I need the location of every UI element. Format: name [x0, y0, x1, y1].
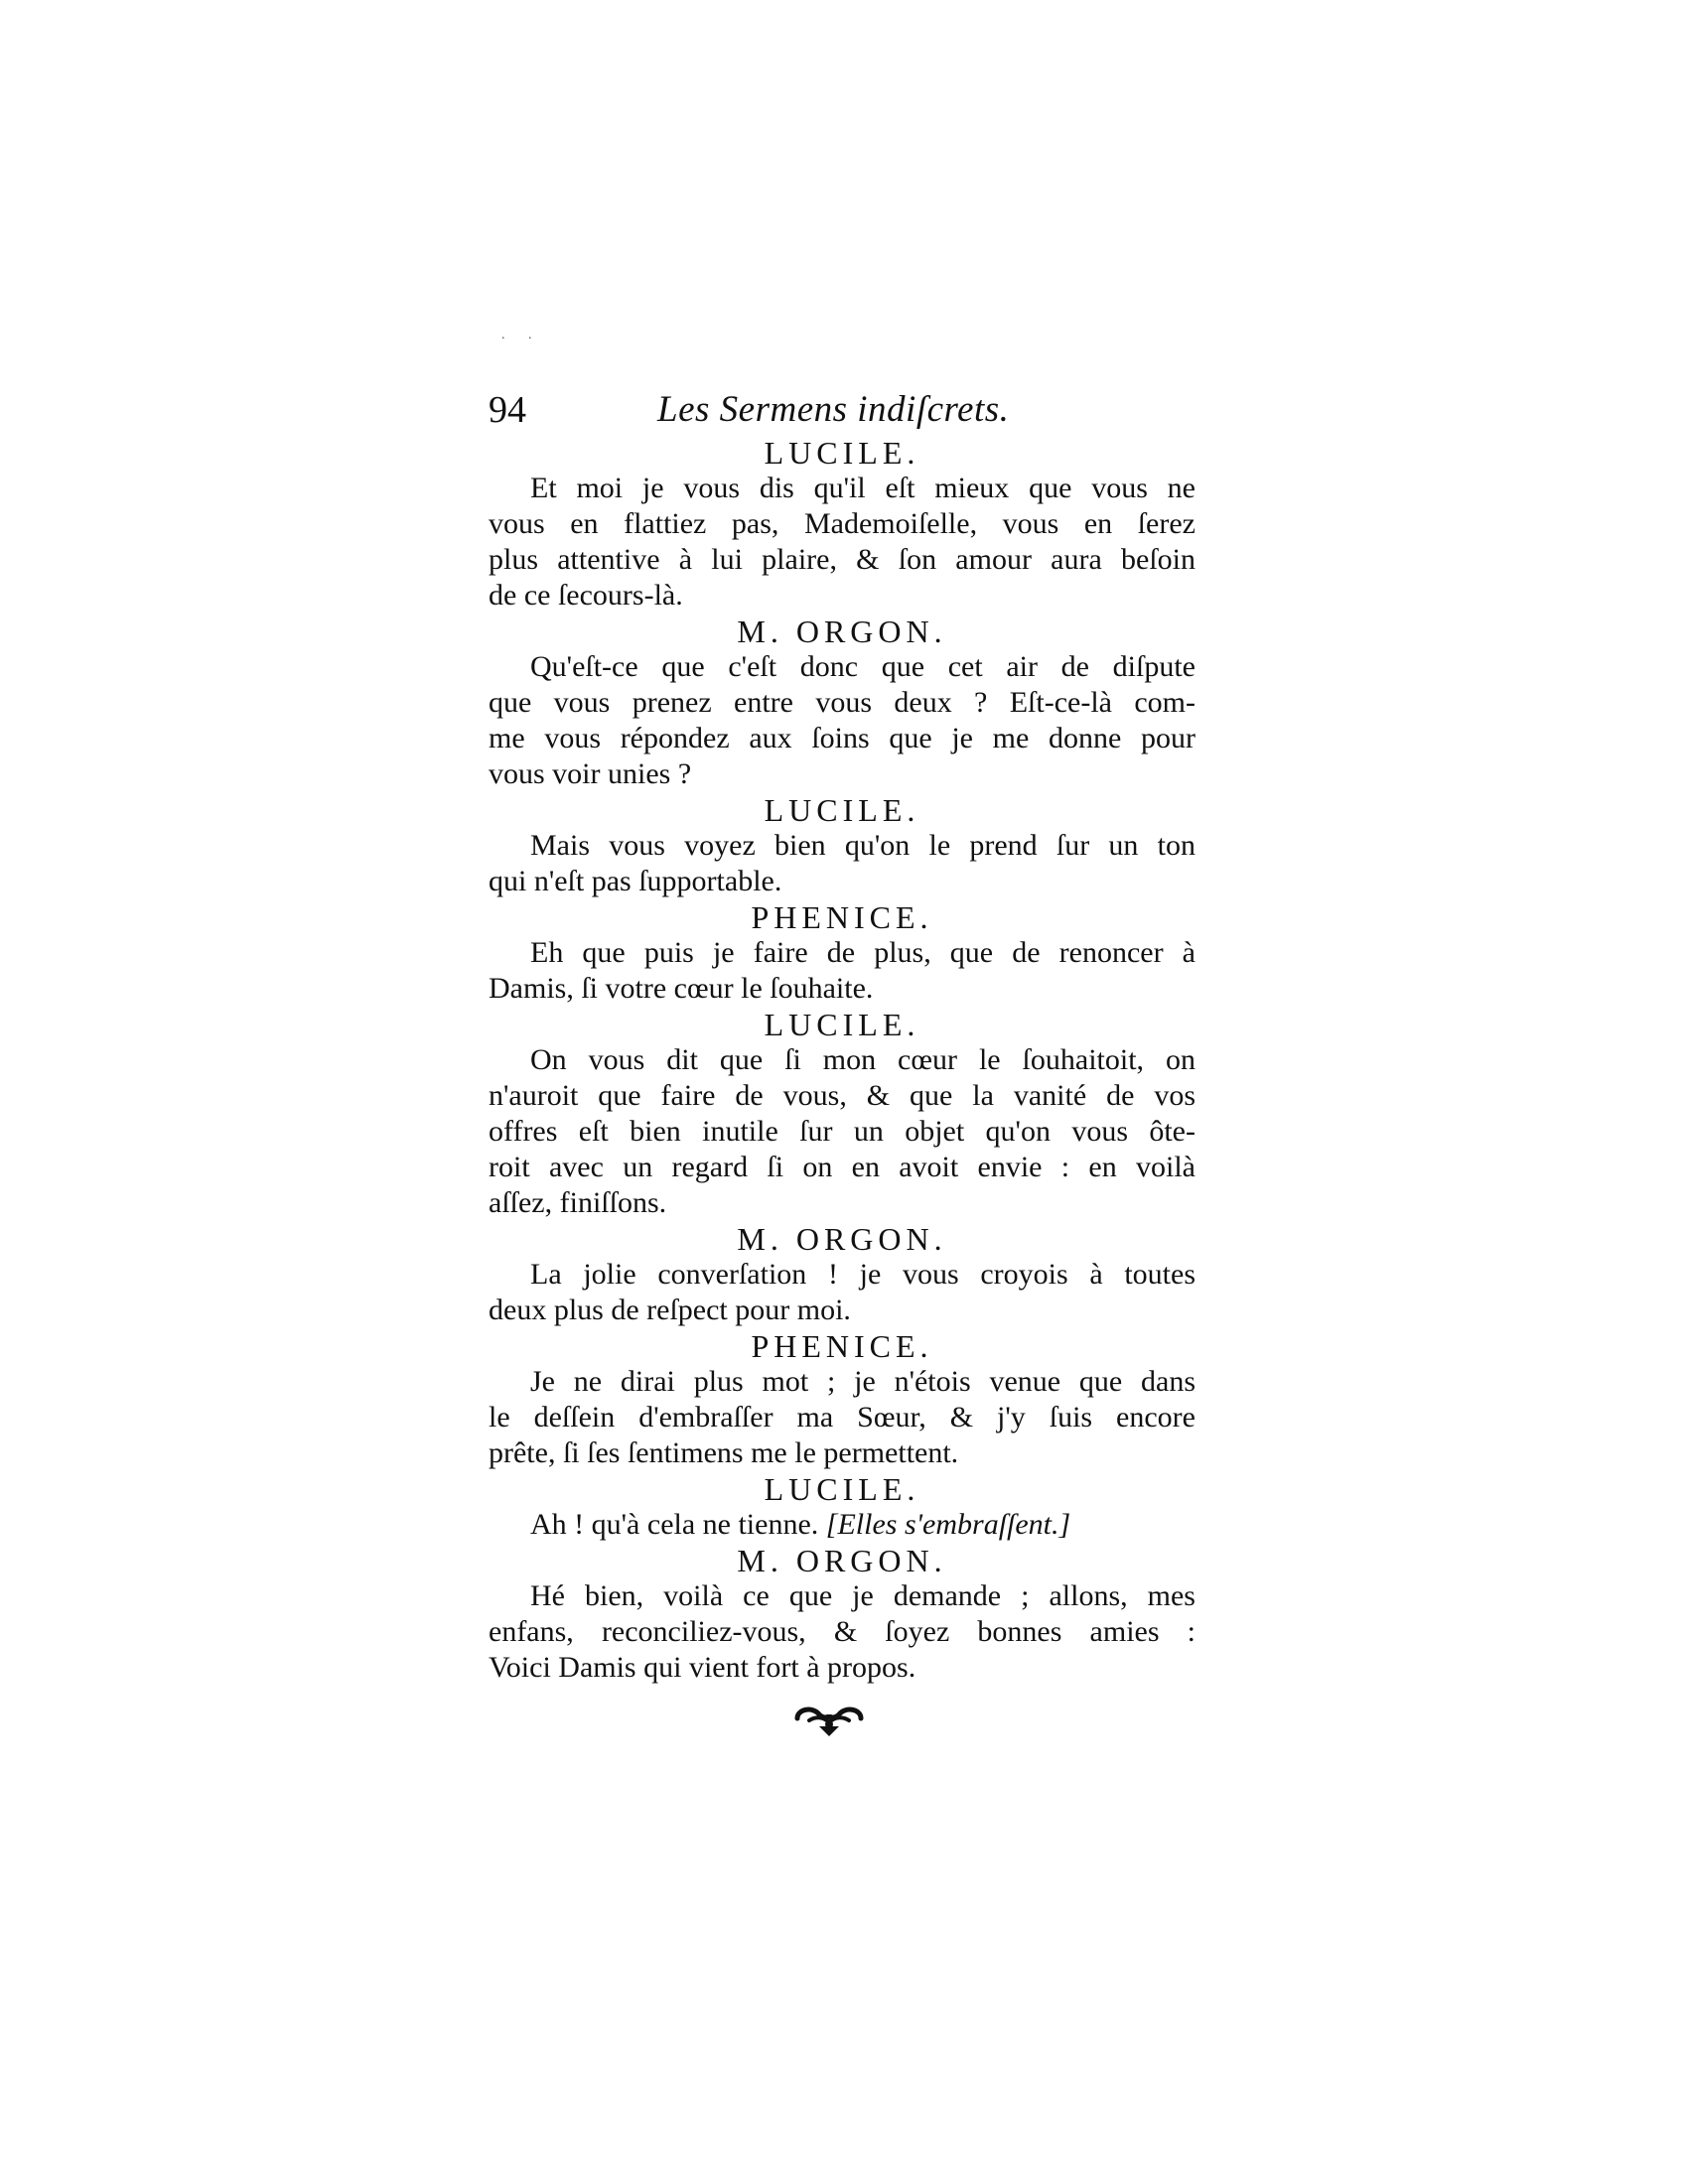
- speech-paragraph: [489, 935, 1196, 1007]
- speaker-name: LUCILE.: [764, 1007, 920, 1042]
- text-line: que vous prenez entre vous deux ? Eſt-ce-là com-: [489, 686, 1196, 719]
- speech-paragraph: [489, 1257, 1196, 1328]
- text-line: le deſſein d'embraſſer ma Sœur, & j'y ſuis encore: [489, 1401, 1196, 1433]
- text-line: vous voir unies ?: [489, 757, 692, 790]
- text-line: plus attentive à lui plaire, & ſon amour aura beſoin: [489, 543, 1196, 576]
- text-line: prête, ſi ſes ſentimens me le permettent.: [489, 1436, 959, 1469]
- speech-paragraph: [489, 1578, 1196, 1686]
- text-line: Je ne dirai plus mot ; je n'étois venue que dans: [530, 1365, 1196, 1398]
- text-line: La jolie converſation ! je vous croyois à toutes: [530, 1258, 1196, 1291]
- speaker-name: LUCILE.: [764, 1471, 920, 1507]
- page-text: [489, 385, 1196, 1686]
- speech-text: Ah ! qu'à cela ne tienne.: [530, 1508, 819, 1541]
- speaker-name: PHENICE.: [751, 1328, 933, 1364]
- text-line: vous en flattiez pas, Mademoiſelle, vous en ſerez: [489, 507, 1196, 540]
- text-line: aſſez, finiſſons.: [489, 1186, 667, 1219]
- speaker-name: M. ORGON.: [737, 614, 947, 649]
- text-line: offres eſt bien inutile ſur un objet qu'on vous ôte-: [489, 1115, 1196, 1148]
- speaker-name: LUCILE.: [764, 792, 920, 828]
- running-title: Les Sermens indiſcrets.: [657, 389, 1010, 430]
- stage-direction: [Elles s'embraſſent.]: [825, 1508, 1071, 1541]
- dialogue: [489, 435, 1196, 1686]
- text-line: enfans, reconciliez-vous, & ſoyez bonnes amies :: [489, 1615, 1196, 1648]
- text-line: Damis, ſi votre cœur le ſouhaite.: [489, 972, 874, 1005]
- text-line: qui n'eſt pas ſupportable.: [489, 865, 782, 897]
- text-line: Et moi je vous dis qu'il eſt mieux que vous ne: [530, 472, 1196, 504]
- text-line: roit avec un regard ſi on en avoit envie : en voilà: [489, 1151, 1196, 1183]
- text-line: Eh que puis je faire de plus, que de renoncer à: [530, 936, 1196, 969]
- speech-paragraph: [489, 1507, 1196, 1543]
- tailpiece-ornament-icon: [789, 1703, 869, 1738]
- speech-paragraph: [489, 649, 1196, 792]
- speech-paragraph: [489, 1364, 1196, 1471]
- speech-paragraph: [489, 828, 1196, 899]
- speaker-name: M. ORGON.: [737, 1543, 947, 1578]
- running-head: [489, 385, 1196, 435]
- speech-paragraph: [489, 471, 1196, 614]
- text-line: de ce ſecours-là.: [489, 579, 683, 612]
- text-line: Qu'eſt-ce que c'eſt donc que cet air de diſpute: [530, 650, 1196, 683]
- text-line: Mais vous voyez bien qu'on le prend ſur un ton: [530, 829, 1196, 862]
- page-number: 94: [489, 389, 526, 431]
- speech-paragraph: [489, 1042, 1196, 1221]
- text-line: deux plus de reſpect pour moi.: [489, 1294, 851, 1326]
- page-mark: . .: [501, 328, 542, 342]
- text-line: Voici Damis qui vient fort à propos.: [489, 1651, 916, 1684]
- text-line: n'auroit que faire de vous, & que la vanité de vos: [489, 1079, 1196, 1112]
- text-line: [489, 1507, 1196, 1543]
- speaker-name: PHENICE.: [751, 899, 933, 935]
- speaker-name: M. ORGON.: [737, 1221, 947, 1257]
- text-line: On vous dit que ſi mon cœur le ſouhaitoit, on: [530, 1043, 1196, 1076]
- text-line: me vous répondez aux ſoins que je me donne pour: [489, 722, 1196, 754]
- text-line: Hé bien, voilà ce que je demande ; allons, mes: [530, 1579, 1196, 1612]
- speaker-name: LUCILE.: [764, 435, 920, 471]
